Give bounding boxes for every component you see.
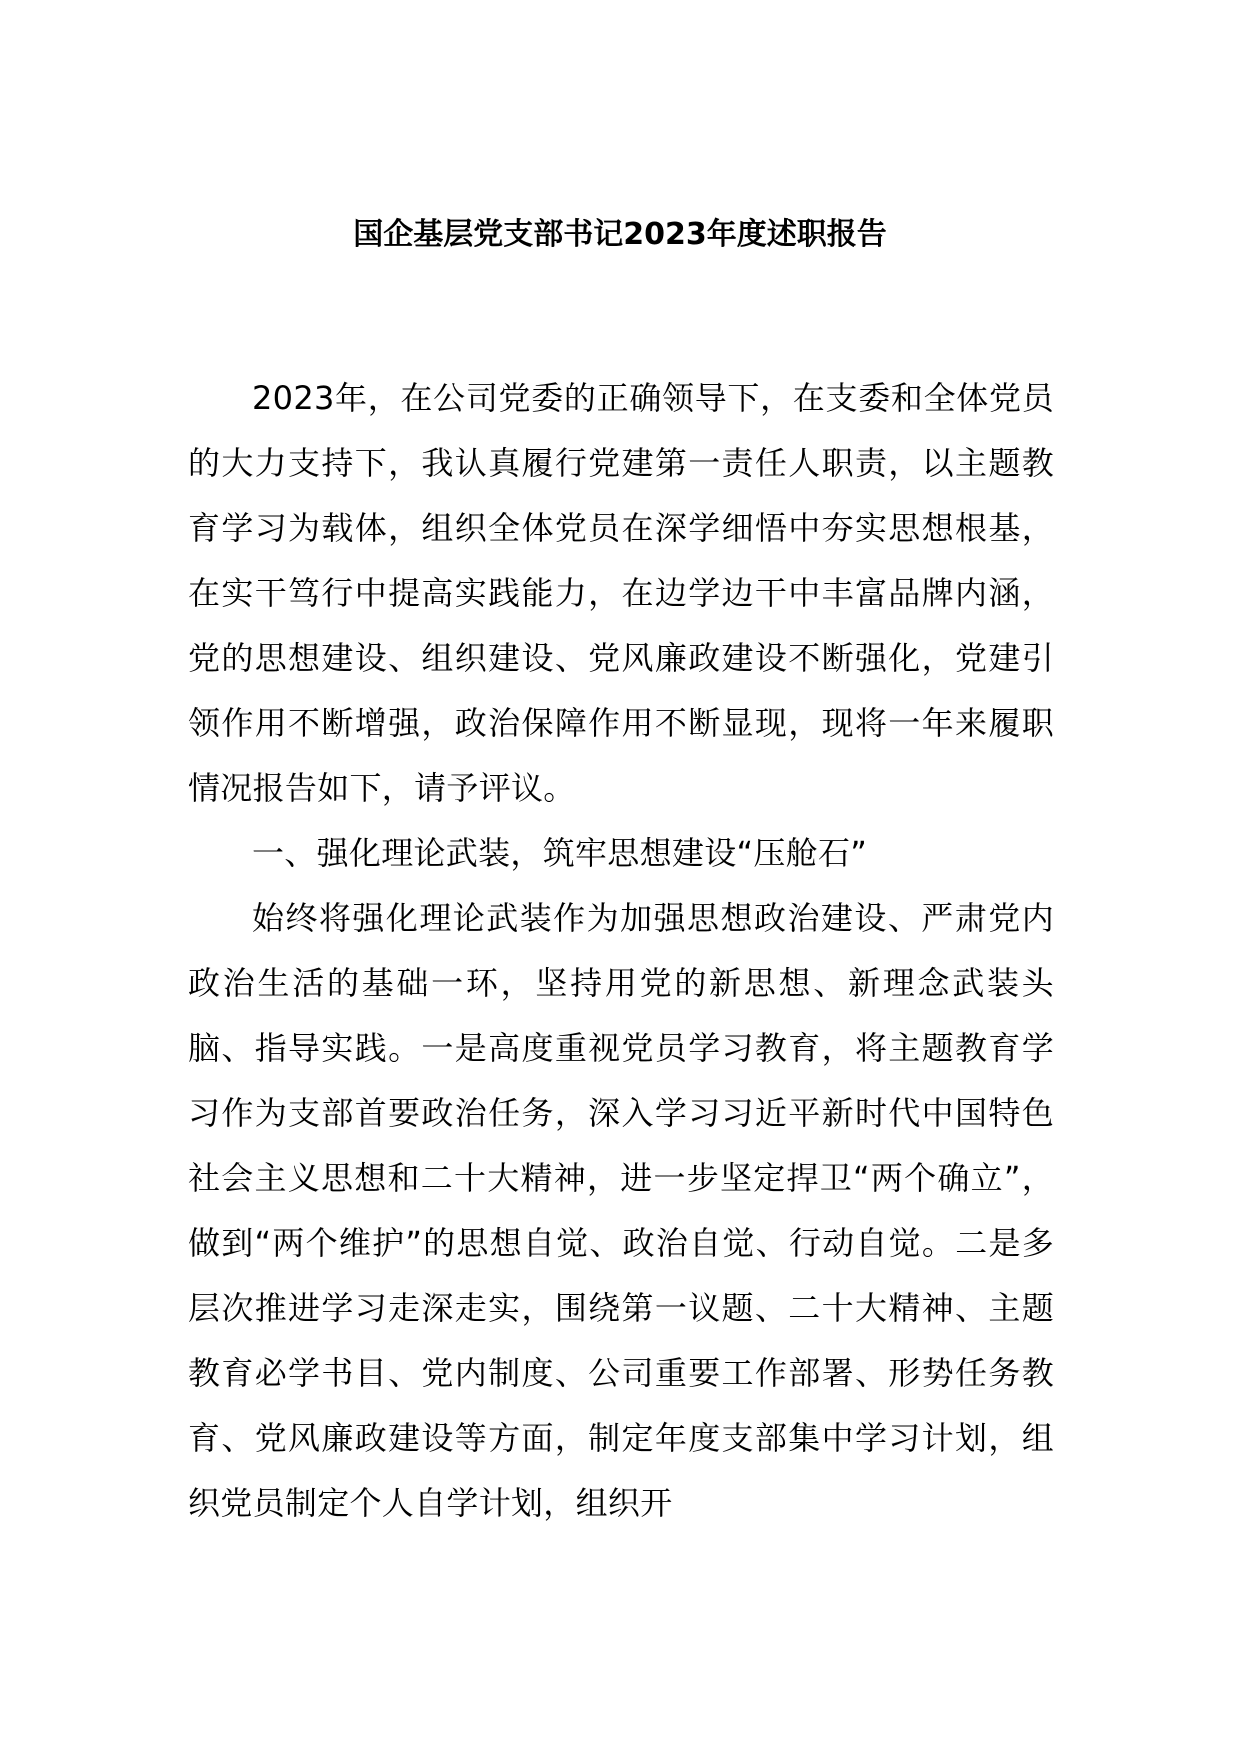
section-heading-1: 一、强化理论武装，筑牢思想建设“压舱石” (252, 834, 868, 872)
document-body (188, 366, 1054, 1536)
paragraph-section-1: 始终将强化理论武装作为加强思想政治建设、严肃党内政治生活的基础一环，坚持用党的新思想、新理念武装头脑、指导实践。一是高度重视党员学习教育，将主题教育学习作为支部首要政治任务，深入学习习近平新时代中国特色社会主义思想和二十大精神，进一步坚定捍卫“两个确立”，做到“两个维护”的思想自觉、政治自觉、行动自觉。二是多层次推进学习走深走实，围绕第一议题、二十大精神、主题教育必学书目、党内制度、公司重要工作部署、形势任务教育、党风廉政建设等方面，制定年度支部集中学习计划，组织党员制定个人自学计划，组织开 (188, 899, 1054, 1522)
document-title: 国企基层党支部书记2023年度述职报告 (353, 217, 887, 252)
paragraph-intro: 2023年，在公司党委的正确领导下，在支委和全体党员的大力支持下，我认真履行党建第一责任人职责，以主题教育学习为载体，组织全体党员在深学细悟中夯实思想根基，在实干笃行中提高实践能力，在边学边干中丰富品牌内涵，党的思想建设、组织建设、党风廉政建设不断强化，党建引领作用不断增强，政治保障作用不断显现，现将一年来履职情况报告如下，请予评议。 (188, 379, 1054, 807)
